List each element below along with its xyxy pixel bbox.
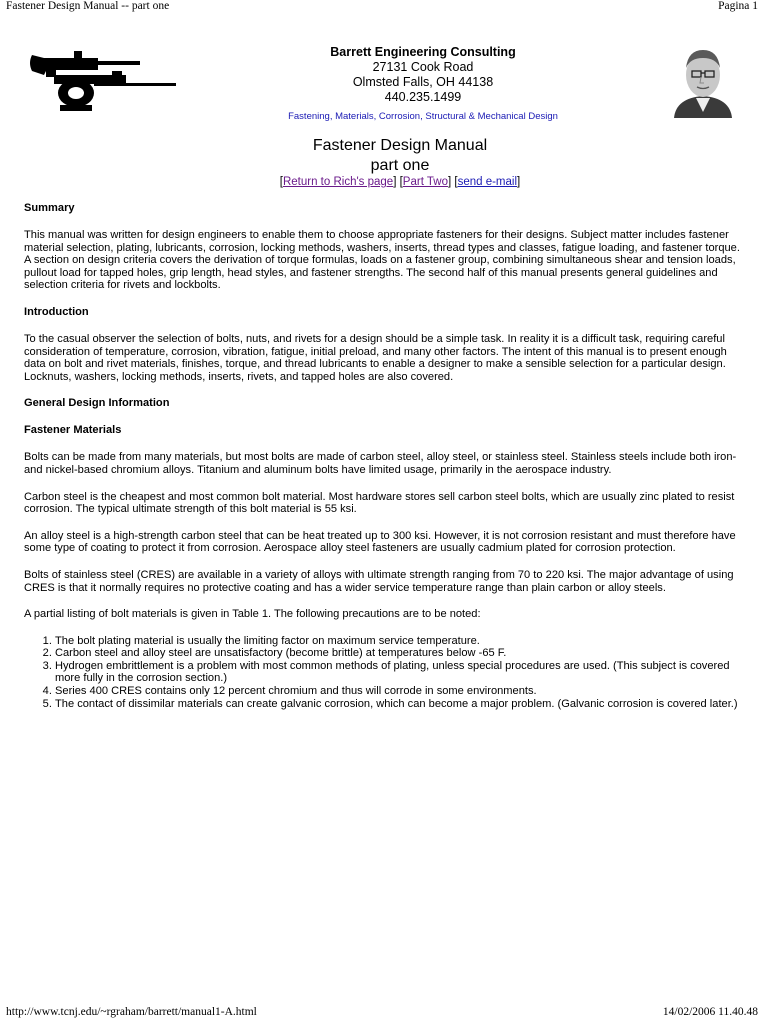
introduction-text: To the casual observer the selection of bolts, nuts, and rivets for a design should be a simple task. In reality it is a difficult task, requiring careful consideration of temperature, corrosion, vibration, fatigue, initial preload, and many other factors. The intent of this manual is to present enough data on bolt and rivet materials, finishes, torque, and thread lubricants to enable a designer to make a sensible selection for a particular design. Locknuts, washers, locking methods, inserts, rivets, and tapped holes are also covered.	[24, 332, 727, 383]
document-title	[200, 136, 600, 176]
print-header-page: Pagina 1	[718, 0, 758, 12]
print-footer-datetime: 14/02/2006 11.40.48	[662, 1006, 758, 1018]
company-tagline: Fastening, Materials, Corrosion, Structural & Mechanical Design	[288, 111, 558, 122]
materials-paragraph-5: A partial listing of bolt materials is given in Table 1. The following precautions are to be noted:	[24, 608, 481, 621]
fastener-materials-heading: Fastener Materials	[24, 424, 122, 437]
list-item: 2. Carbon steel and alloy steel are unsatisfactory (become brittle) at temperatures below -65 F.	[55, 647, 742, 660]
fastener-logo-icon	[24, 45, 180, 115]
bracket: [	[279, 176, 283, 188]
company-phone: 440.235.1499	[384, 90, 462, 104]
materials-paragraph-4: Bolts of stainless steel (CRES) are available in a variety of alloys with ultimate strength ranging from 70 to 220 ksi. The major advantage of using CRES is that it normally requires no protective coating and has a wider service temperature range than plain carbon or alloy steels.	[24, 568, 734, 594]
company-address: 27131 Cook Road	[372, 60, 474, 74]
company-city: Olmsted Falls, OH 44138	[352, 75, 494, 89]
list-item: 3. Hydrogen embrittlement is a problem with most common methods of plating, unless special procedures are used. (This subject is covered more fully in the corrosion section.)	[55, 660, 742, 685]
bracket: ]	[447, 176, 452, 188]
title-line-2: part one	[370, 157, 430, 174]
title-line-1: Fastener Design Manual	[312, 137, 488, 154]
print-header-title: Fastener Design Manual -- part one	[6, 0, 170, 12]
general-design-heading: General Design Information	[24, 397, 170, 410]
return-to-richs-page-link[interactable]: Return to Rich's page	[282, 176, 394, 188]
portrait-photo	[670, 42, 736, 118]
part-two-link[interactable]: Part Two	[402, 176, 448, 188]
print-footer-url: http://www.tcnj.edu/~rgraham/barrett/manual1-A.html	[6, 1006, 257, 1018]
bracket: ]	[517, 176, 521, 188]
list-item: 5. The contact of dissimilar materials can create galvanic corrosion, which can become a major problem. (Galvanic corrosion is covered later.)	[55, 698, 742, 711]
bracket: [	[451, 176, 458, 188]
precautions-list	[24, 635, 742, 711]
bracket: ]	[393, 176, 397, 188]
introduction-heading: Introduction	[24, 305, 89, 318]
nav-links	[200, 176, 600, 188]
main-content	[24, 202, 742, 710]
summary-heading: Summary	[24, 202, 75, 214]
company-name: Barrett Engineering Consulting	[330, 45, 516, 59]
bracket: [	[396, 176, 403, 188]
list-item: 1. The bolt plating material is usually the limiting factor on maximum service temperature.	[55, 635, 742, 648]
company-info	[200, 45, 646, 124]
materials-paragraph-3: An alloy steel is a high-strength carbon steel that can be heat treated up to 300 ksi. However, it is not corrosion resistant and must therefore have some type of coating to protect it from corrosion. Aerospace alloy steel fasteners are usually cadmium plated for corrosion protection.	[24, 529, 736, 555]
send-email-link[interactable]: send e-mail	[457, 176, 518, 188]
materials-paragraph-2: Carbon steel is the cheapest and most common bolt material. Most hardware stores sell carbon steel bolts, which are usually zinc plated to resist corrosion. The typical ultimate strength of this bolt material is 55 ksi.	[24, 490, 735, 516]
materials-paragraph-1: Bolts can be made from many materials, but most bolts are made of carbon steel, alloy steel, or stainless steel. Stainless steels include both iron- and nickel-based chromium alloys. Titanium and aluminum bolts have limited usage, primarily in the aerospace industry.	[24, 451, 737, 476]
summary-text: This manual was written for design engineers to enable them to choose appropriate fasteners for their designs. Subject matter includes fastener material selection, plating, lubricants, corrosion, locking methods, washers, inserts, thread types and classes, fatigue loading, and fastener torque. A section on design criteria covers the derivation of torque formulas, loads on a fastener group, combining simultaneous shear and tension loads, pullout load for tapped holes, grip length, head styles, and fastener strengths. The second half of this manual presents general guidelines and selection criteria for rivets and lockbolts.	[24, 229, 740, 292]
list-item: 4. Series 400 CRES contains only 12 percent chromium and thus will corrode in some environments.	[55, 685, 742, 698]
